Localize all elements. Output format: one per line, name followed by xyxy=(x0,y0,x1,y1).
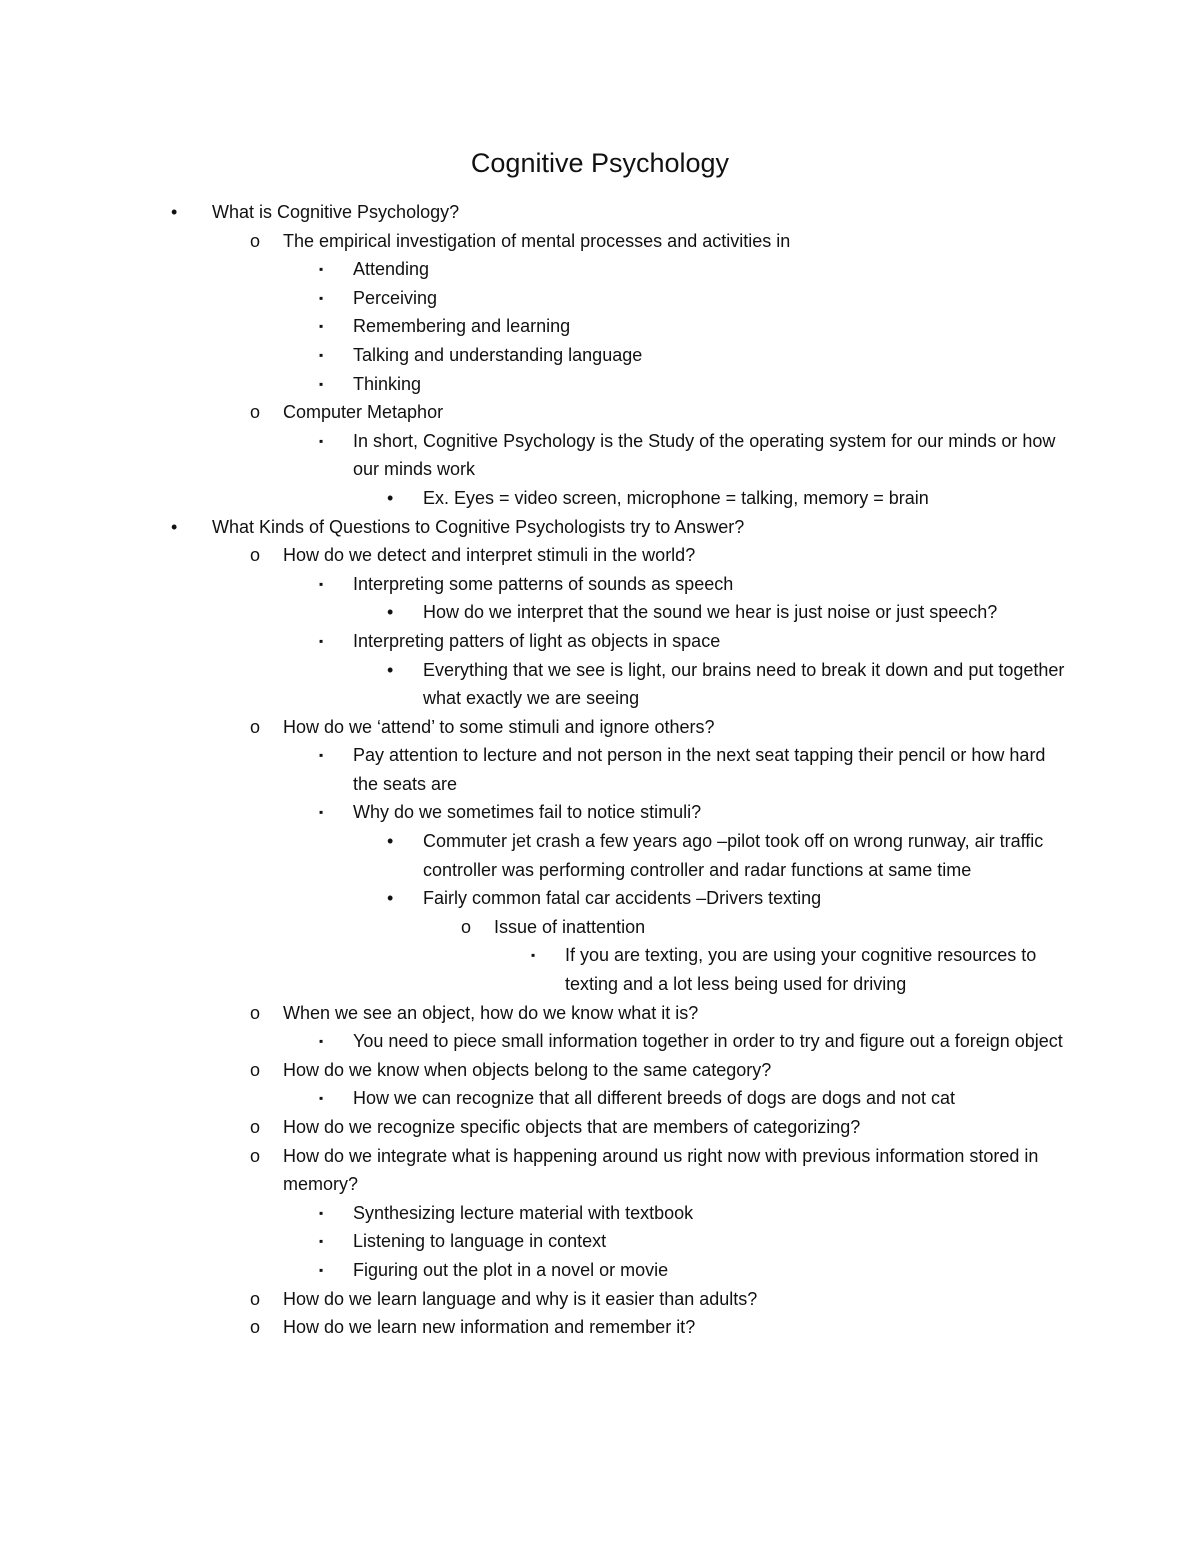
outline-item-text: Perceiving xyxy=(353,287,438,308)
outline-item-text: Interpreting some patterns of sounds as speech xyxy=(353,573,734,594)
outline-item-text: Listening to language in context xyxy=(353,1231,607,1252)
outline-item-text: Talking and understanding language xyxy=(353,344,643,365)
outline-item-level-4 xyxy=(0,484,1200,513)
outline-item-level-3 xyxy=(0,627,1200,656)
square-bullet-icon: ▪ xyxy=(319,290,324,305)
outline-item-level-4 xyxy=(0,884,1200,913)
outline-item-level-3 xyxy=(0,341,1200,370)
outline-item-text: What Kinds of Questions to Cognitive Psychologists try to Answer? xyxy=(212,516,745,537)
outline-item-text: Remembering and learning xyxy=(353,316,571,337)
outline-item-level-3 xyxy=(0,370,1200,399)
outline-item-text: Pay attention to lecture and not person in the next seat tapping their pencil or how hard the seats are xyxy=(353,745,1046,794)
outline-item-level-1 xyxy=(0,198,1200,227)
disc-bullet-icon: • xyxy=(171,516,178,537)
outline-item-text: Thinking xyxy=(353,373,422,394)
outline-item-level-4 xyxy=(0,656,1200,713)
square-bullet-icon: ▪ xyxy=(319,576,324,591)
outline-item-level-2 xyxy=(0,1113,1200,1142)
outline-item-level-3 xyxy=(0,255,1200,284)
circle-bullet-icon: o xyxy=(250,230,261,251)
square-bullet-icon: ▪ xyxy=(319,1262,324,1277)
square-bullet-icon: ▪ xyxy=(531,948,536,963)
outline-item-text: How do we know when objects belong to the same category? xyxy=(283,1059,772,1080)
outline-item-text: Issue of inattention xyxy=(494,916,646,937)
circle-bullet-icon: o xyxy=(250,1002,261,1023)
outline-item-level-2 xyxy=(0,398,1200,427)
outline-item-level-2 xyxy=(0,999,1200,1028)
circle-bullet-icon: o xyxy=(250,1288,261,1309)
outline-item-level-3 xyxy=(0,1027,1200,1056)
square-bullet-icon: ▪ xyxy=(319,633,324,648)
circle-bullet-icon: o xyxy=(250,402,261,423)
disc-bullet-icon: • xyxy=(387,659,394,680)
outline-item-level-3 xyxy=(0,284,1200,313)
outline-item-text: The empirical investigation of mental processes and activities in xyxy=(283,230,791,251)
square-bullet-icon: ▪ xyxy=(319,748,324,763)
outline-item-text: Everything that we see is light, our brains need to break it down and put together what exactly we are seeing xyxy=(423,659,1065,709)
circle-bullet-icon: o xyxy=(250,1117,261,1137)
outline-item-level-4 xyxy=(0,598,1200,627)
outline-item-level-4 xyxy=(0,827,1200,884)
square-bullet-icon: ▪ xyxy=(319,347,324,362)
outline-item-text: When we see an object, how do we know what it is? xyxy=(283,1002,699,1023)
outline-item-text: Commuter jet crash a few years ago –pilot took off on wrong runway, air traffic controller was performing controller and radar functions at same time xyxy=(423,831,1044,880)
disc-bullet-icon: • xyxy=(171,202,178,222)
disc-bullet-icon: • xyxy=(387,888,394,909)
circle-bullet-icon: o xyxy=(250,1317,261,1338)
square-bullet-icon: ▪ xyxy=(319,262,324,277)
square-bullet-icon: ▪ xyxy=(319,1091,324,1106)
outline-item-text: How do we recognize specific objects that are members of categorizing? xyxy=(283,1117,861,1137)
outline-item-level-5 xyxy=(0,913,1200,942)
outline-item-level-3 xyxy=(0,427,1200,484)
outline-item-level-3 xyxy=(0,1084,1200,1113)
circle-bullet-icon: o xyxy=(250,1145,261,1166)
outline-item-text: What is Cognitive Psychology? xyxy=(212,202,460,222)
outline-item-text: Interpreting patters of light as objects in space xyxy=(353,630,721,651)
circle-bullet-icon: o xyxy=(250,1059,261,1080)
square-bullet-icon: ▪ xyxy=(319,433,324,448)
disc-bullet-icon: • xyxy=(387,831,394,852)
outline-item-text: How do we detect and interpret stimuli in the world? xyxy=(283,545,696,566)
outline-item-level-3 xyxy=(0,312,1200,341)
outline-item-text: If you are texting, you are using your cognitive resources to texting and a lot less being used for driving xyxy=(565,945,1037,995)
square-bullet-icon: ▪ xyxy=(319,319,324,334)
outline-item-text: Computer Metaphor xyxy=(283,402,444,423)
outline-item-level-1 xyxy=(0,513,1200,542)
circle-bullet-icon: o xyxy=(250,545,261,566)
outline-item-level-3 xyxy=(0,741,1200,798)
disc-bullet-icon: • xyxy=(387,602,394,623)
outline-item-level-2 xyxy=(0,1142,1200,1199)
square-bullet-icon: ▪ xyxy=(319,1034,324,1049)
outline-item-level-2 xyxy=(0,1056,1200,1085)
outline-item-text: Why do we sometimes fail to notice stimuli? xyxy=(353,802,702,823)
outline-item-level-6 xyxy=(0,941,1200,998)
outline-item-level-2 xyxy=(0,713,1200,742)
bullet-outline xyxy=(0,198,1200,1342)
square-bullet-icon: ▪ xyxy=(319,376,324,391)
outline-item-level-3 xyxy=(0,1199,1200,1228)
outline-item-text: Fairly common fatal car accidents –Drivers texting xyxy=(423,888,822,909)
outline-item-text: Synthesizing lecture material with textbook xyxy=(353,1202,694,1223)
outline-item-level-2 xyxy=(0,227,1200,256)
circle-bullet-icon: o xyxy=(250,716,261,737)
outline-item-text: In short, Cognitive Psychology is the Study of the operating system for our minds or how our minds work xyxy=(353,430,1056,480)
square-bullet-icon: ▪ xyxy=(319,1234,324,1249)
outline-item-text: How do we interpret that the sound we hear is just noise or just speech? xyxy=(423,602,998,623)
outline-item-level-3 xyxy=(0,798,1200,827)
outline-item-text: Ex. Eyes = video screen, microphone = talking, memory = brain xyxy=(423,487,929,508)
outline-item-level-3 xyxy=(0,1227,1200,1256)
outline-item-level-2 xyxy=(0,541,1200,570)
outline-item-text: You need to piece small information together in order to try and figure out a foreign object xyxy=(353,1031,1063,1052)
outline-item-level-3 xyxy=(0,570,1200,599)
outline-item-text: Attending xyxy=(353,259,430,280)
outline-item-text: Figuring out the plot in a novel or movie xyxy=(353,1259,669,1280)
outline-item-level-2 xyxy=(0,1313,1200,1342)
outline-item-text: How we can recognize that all different breeds of dogs are dogs and not cat xyxy=(353,1088,956,1109)
outline-item-level-2 xyxy=(0,1285,1200,1314)
square-bullet-icon: ▪ xyxy=(319,1205,324,1220)
disc-bullet-icon: • xyxy=(387,487,394,508)
circle-bullet-icon: o xyxy=(461,916,472,937)
outline-item-level-3 xyxy=(0,1256,1200,1285)
square-bullet-icon: ▪ xyxy=(319,805,324,820)
outline-item-text: How do we learn new information and remember it? xyxy=(283,1317,696,1338)
outline-item-text: How do we integrate what is happening around us right now with previous information stored in memory? xyxy=(283,1145,1039,1195)
page-title: Cognitive Psychology xyxy=(470,148,730,178)
outline-item-text: How do we ‘attend’ to some stimuli and ignore others? xyxy=(283,716,715,737)
outline-item-text: How do we learn language and why is it easier than adults? xyxy=(283,1288,758,1309)
